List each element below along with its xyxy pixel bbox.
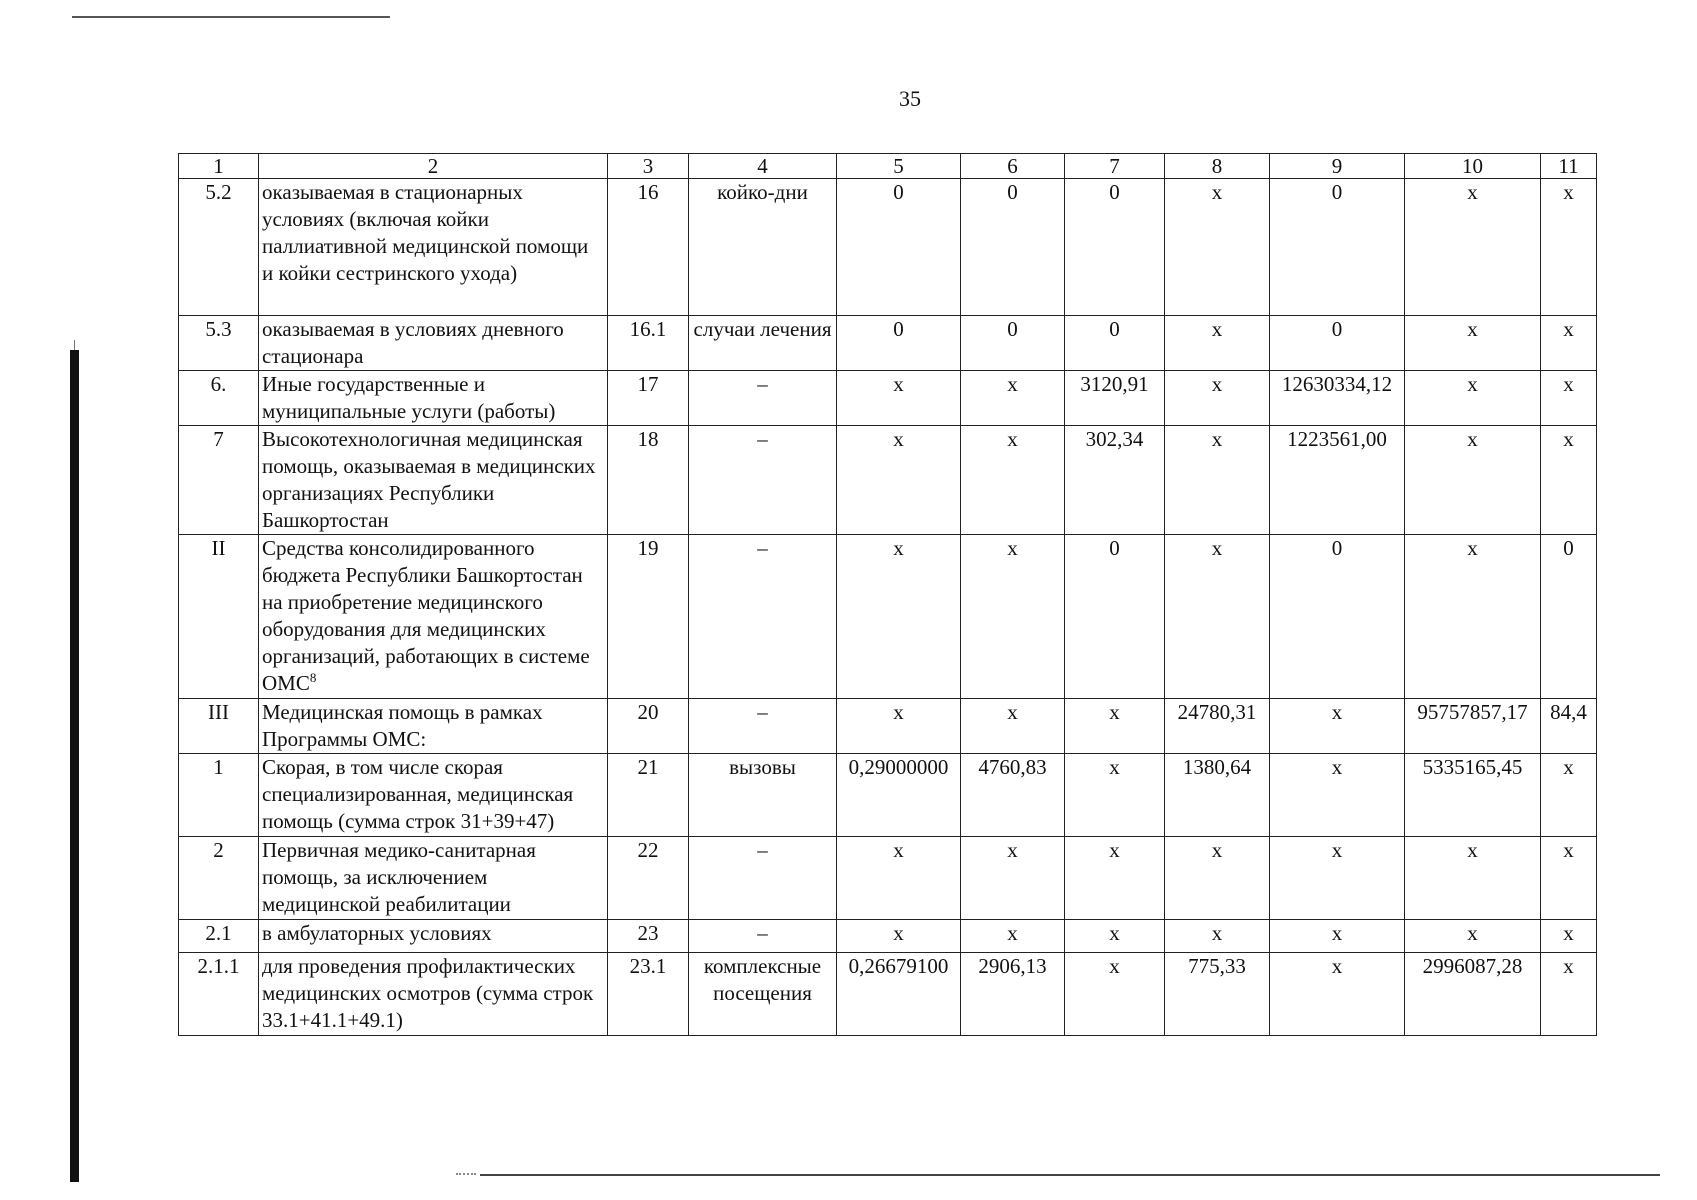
cell-col-11 [1541, 699, 1597, 754]
cell-col-11 [1541, 754, 1597, 837]
cell-text: x [1007, 921, 1018, 945]
cell-col-6 [961, 920, 1065, 953]
cell-text: x [1563, 954, 1574, 978]
table-row [179, 371, 1597, 426]
table-row [179, 699, 1597, 754]
cell-text: – [757, 536, 768, 560]
cell-col-3 [608, 371, 689, 426]
cell-text: III [208, 700, 229, 724]
cell-text: 6. [210, 372, 227, 396]
cell-col-8 [1165, 699, 1270, 754]
cell-col-10 [1405, 371, 1541, 426]
cell-col-3 [608, 535, 689, 699]
cell-text: x [1563, 755, 1574, 779]
cell-col-7 [1065, 754, 1165, 837]
cell-text: койко-дни [717, 180, 808, 204]
cell-col-8 [1165, 837, 1270, 920]
cell-col-7 [1065, 837, 1165, 920]
cell-text: x [1211, 427, 1223, 451]
cell-col-3 [608, 426, 689, 535]
cell-text: Средства консолидированного бюджета Республики Башкортостан на приобретение медицинского оборудования для медицинских организаций, работающих в системе ОМС [262, 536, 590, 695]
cell-col-2 [259, 371, 608, 426]
cell-col-2 [259, 699, 608, 754]
cell-text: x [893, 536, 904, 560]
cell-col-5 [837, 699, 961, 754]
cell-col-10 [1405, 179, 1541, 316]
cell-col-8 [1165, 371, 1270, 426]
cell-col-6 [961, 953, 1065, 1036]
cell-text: x [1563, 372, 1574, 396]
footnote-marker: 8 [309, 670, 317, 685]
cell-col-9 [1270, 920, 1405, 953]
cell-text: x [1331, 954, 1343, 978]
cell-text: – [757, 372, 768, 396]
cell-text: 0 [893, 180, 904, 204]
table-row [179, 316, 1597, 371]
cell-col-1 [179, 920, 259, 953]
cell-text: 1380,64 [1182, 755, 1252, 779]
cell-col-7 [1065, 316, 1165, 371]
cell-text: x [1109, 838, 1120, 862]
cell-col-8 [1165, 920, 1270, 953]
cell-col-3 [608, 179, 689, 316]
cell-col-5 [837, 837, 961, 920]
table-row [179, 920, 1597, 953]
cell-col-6 [961, 179, 1065, 316]
cell-col-11 [1541, 535, 1597, 699]
cell-col-1 [179, 754, 259, 837]
cell-text: 23.1 [629, 954, 667, 978]
cell-text: для проведения профилактических медицинских осмотров (сумма строк 33.1+41.1+49.1) [262, 954, 594, 1032]
cell-col-6 [961, 426, 1065, 535]
cell-col-7 [1065, 179, 1165, 316]
cell-col-4 [689, 179, 837, 316]
cell-text: 5335165,45 [1422, 755, 1523, 779]
cell-col-8 [1165, 535, 1270, 699]
cell-text: 2996087,28 [1422, 954, 1523, 978]
header-cell: 9 [1270, 154, 1405, 179]
cell-text: x [1211, 180, 1223, 204]
cell-text: x [893, 921, 904, 945]
cell-col-2 [259, 535, 608, 699]
cell-text: x [1331, 700, 1343, 724]
header-cell: 4 [689, 154, 837, 179]
cell-col-4 [689, 426, 837, 535]
cell-col-3 [608, 837, 689, 920]
cell-text: Высокотехнологичная медицинская помощь, оказываемая в медицинских организациях Республики Башкортостан [262, 427, 596, 532]
cell-text: 21 [637, 755, 659, 779]
cell-col-2 [259, 426, 608, 535]
cell-col-3 [608, 754, 689, 837]
cell-col-4 [689, 316, 837, 371]
cell-text: 2 [213, 838, 224, 862]
cell-col-5 [837, 535, 961, 699]
cell-text: 2906,13 [978, 954, 1047, 978]
header-cell: 8 [1165, 154, 1270, 179]
top-rule [72, 16, 390, 18]
cell-col-9 [1270, 179, 1405, 316]
cell-col-9 [1270, 535, 1405, 699]
cell-text: 12630334,12 [1281, 372, 1393, 396]
cell-text: x [1211, 372, 1223, 396]
cell-col-11 [1541, 371, 1597, 426]
cell-text: x [1467, 317, 1478, 341]
cell-text: 24780,31 [1177, 700, 1257, 724]
cell-col-3 [608, 953, 689, 1036]
cell-col-10 [1405, 426, 1541, 535]
cell-col-1 [179, 535, 259, 699]
cell-text: x [1563, 317, 1574, 341]
cell-col-7 [1065, 535, 1165, 699]
cell-col-11 [1541, 837, 1597, 920]
cell-col-2 [259, 754, 608, 837]
cell-text: x [1467, 180, 1478, 204]
cell-text: 0 [1007, 180, 1018, 204]
cell-text: 2.1 [205, 921, 232, 945]
cell-col-8 [1165, 754, 1270, 837]
cell-text: 16 [637, 180, 659, 204]
cell-col-6 [961, 535, 1065, 699]
cell-col-6 [961, 699, 1065, 754]
table-row [179, 426, 1597, 535]
cell-text: x [1007, 372, 1018, 396]
cell-col-7 [1065, 371, 1165, 426]
cell-text: 5.3 [205, 317, 232, 341]
cell-col-9 [1270, 426, 1405, 535]
cell-text: 95757857,17 [1417, 700, 1528, 724]
cell-text: x [1007, 838, 1018, 862]
header-cell: 1 [179, 154, 259, 179]
header-row [179, 154, 1597, 179]
cell-text: 18 [637, 427, 659, 451]
cell-col-10 [1405, 837, 1541, 920]
cell-text: x [1211, 536, 1223, 560]
cell-text: оказываемая в условиях дневного стационара [262, 317, 564, 368]
cell-text: 22 [637, 838, 659, 862]
cell-text: 0 [1331, 536, 1343, 560]
cell-text: x [1331, 838, 1343, 862]
cell-text: x [1467, 427, 1478, 451]
cell-col-4 [689, 920, 837, 953]
cell-text: x [1467, 838, 1478, 862]
cell-col-3 [608, 920, 689, 953]
cell-col-5 [837, 426, 961, 535]
cell-col-7 [1065, 953, 1165, 1036]
cell-col-2 [259, 316, 608, 371]
cell-col-11 [1541, 179, 1597, 316]
cell-text: x [1109, 700, 1120, 724]
cell-col-5 [837, 953, 961, 1036]
cell-text: 775,33 [1188, 954, 1246, 978]
cell-text: x [1109, 755, 1120, 779]
cell-col-10 [1405, 535, 1541, 699]
cell-text: 0 [1331, 180, 1343, 204]
cell-text: случаи лечения [693, 317, 832, 341]
cell-col-11 [1541, 953, 1597, 1036]
cell-col-5 [837, 920, 961, 953]
cell-text: оказываемая в стационарных условиях (включая койки паллиативной медицинской помощи и койки сестринского ухода) [262, 180, 589, 285]
cell-col-2 [259, 837, 608, 920]
cell-text: 7 [213, 427, 224, 451]
header-cell: 5 [837, 154, 961, 179]
cell-col-3 [608, 316, 689, 371]
cell-col-6 [961, 837, 1065, 920]
cell-text: x [1563, 427, 1574, 451]
cell-col-4 [689, 754, 837, 837]
table-row [179, 179, 1597, 316]
cell-text: x [893, 700, 904, 724]
cell-text: x [1211, 838, 1223, 862]
cell-text: 17 [637, 372, 659, 396]
cell-text: – [757, 700, 768, 724]
cell-col-4 [689, 953, 837, 1036]
cell-text: 1 [213, 755, 224, 779]
cell-text: x [1211, 921, 1223, 945]
cell-col-8 [1165, 426, 1270, 535]
cell-text: x [1563, 838, 1574, 862]
cell-col-9 [1270, 953, 1405, 1036]
cell-text: 84,4 [1550, 700, 1587, 724]
cell-col-2 [259, 953, 608, 1036]
cell-text: 0 [893, 317, 904, 341]
cell-text: Скорая, в том числе скорая специализированная, медицинская помощь (сумма строк 31+39+47) [262, 755, 574, 833]
cell-col-1 [179, 179, 259, 316]
cell-text: x [1331, 921, 1343, 945]
header-cell: 7 [1065, 154, 1165, 179]
cell-text: x [1007, 700, 1018, 724]
cell-col-4 [689, 535, 837, 699]
cell-text: 19 [637, 536, 659, 560]
header-cell: 3 [608, 154, 689, 179]
cell-col-10 [1405, 699, 1541, 754]
cell-text: Иные государственные и муниципальные услуги (работы) [262, 372, 556, 423]
cell-col-2 [259, 920, 608, 953]
cell-col-7 [1065, 426, 1165, 535]
cell-col-5 [837, 371, 961, 426]
cell-col-9 [1270, 837, 1405, 920]
cell-text: x [1331, 755, 1343, 779]
cell-col-10 [1405, 920, 1541, 953]
cell-text: x [1467, 921, 1478, 945]
cell-text: 0,26679100 [848, 954, 949, 978]
cell-col-11 [1541, 316, 1597, 371]
cell-col-9 [1270, 699, 1405, 754]
table-row [179, 754, 1597, 837]
cell-col-3 [608, 699, 689, 754]
cell-text: x [1467, 372, 1478, 396]
table-body [179, 154, 1597, 1036]
cell-text: x [1007, 427, 1018, 451]
cell-text: x [893, 427, 904, 451]
cell-col-4 [689, 837, 837, 920]
cell-text: x [1109, 954, 1120, 978]
cell-col-6 [961, 371, 1065, 426]
page-number: 35 [899, 86, 921, 111]
cell-text: 1223561,00 [1287, 427, 1387, 451]
cell-col-6 [961, 316, 1065, 371]
cell-col-1 [179, 837, 259, 920]
cell-col-7 [1065, 699, 1165, 754]
header-cell: 2 [259, 154, 608, 179]
cell-text: 0 [1007, 317, 1018, 341]
cell-col-1 [179, 426, 259, 535]
cell-col-9 [1270, 316, 1405, 371]
table-row [179, 535, 1597, 699]
cell-col-11 [1541, 426, 1597, 535]
cell-text: 16.1 [629, 317, 667, 341]
bottom-scan-dots [456, 1173, 476, 1177]
cell-col-9 [1270, 754, 1405, 837]
cell-col-1 [179, 371, 259, 426]
cell-col-8 [1165, 953, 1270, 1036]
cell-col-11 [1541, 920, 1597, 953]
cell-col-2 [259, 179, 608, 316]
cell-col-7 [1065, 920, 1165, 953]
cell-col-1 [179, 953, 259, 1036]
cell-col-10 [1405, 316, 1541, 371]
cell-text: 0 [1109, 180, 1120, 204]
cell-text: 0 [1331, 317, 1343, 341]
cell-col-1 [179, 316, 259, 371]
cell-text: 0 [1109, 536, 1120, 560]
cell-col-6 [961, 754, 1065, 837]
cell-text: Первичная медико-санитарная помощь, за исключением медицинской реабилитации [262, 838, 536, 916]
header-cell: 10 [1405, 154, 1541, 179]
cell-text: 23 [637, 921, 659, 945]
header-cell: 6 [961, 154, 1065, 179]
cell-text: 0,29000000 [848, 755, 949, 779]
cell-text: 2.1.1 [197, 954, 240, 978]
cell-col-5 [837, 316, 961, 371]
cell-text: 3120,91 [1080, 372, 1149, 396]
cell-col-8 [1165, 179, 1270, 316]
cell-text: 20 [637, 700, 659, 724]
cell-text: x [893, 838, 904, 862]
cell-text: 0 [1563, 536, 1574, 560]
cell-text: вызовы [729, 755, 796, 779]
bottom-rule [480, 1174, 1660, 1176]
cell-text: x [1109, 921, 1120, 945]
cell-col-10 [1405, 953, 1541, 1036]
header-cell: 11 [1541, 154, 1597, 179]
cell-col-10 [1405, 754, 1541, 837]
cell-text: в амбулаторных условиях [262, 921, 492, 945]
cell-col-4 [689, 371, 837, 426]
data-table [178, 153, 1597, 1036]
cell-text: комплексные посещения [703, 954, 822, 1005]
cell-text: – [757, 427, 768, 451]
cell-col-5 [837, 754, 961, 837]
left-scan-bar [70, 350, 79, 1182]
cell-text: 5.2 [205, 180, 232, 204]
cell-text: x [893, 372, 904, 396]
cell-text: 302,34 [1085, 427, 1144, 451]
cell-text: Медицинская помощь в рамках Программы ОМС: [262, 700, 543, 751]
cell-text: – [757, 838, 768, 862]
table-row [179, 837, 1597, 920]
cell-col-4 [689, 699, 837, 754]
cell-text: x [1563, 921, 1574, 945]
cell-col-8 [1165, 316, 1270, 371]
cell-col-5 [837, 179, 961, 316]
cell-text: x [1563, 180, 1574, 204]
cell-text: x [1467, 536, 1478, 560]
cell-text: 0 [1109, 317, 1120, 341]
table-row [179, 953, 1597, 1036]
cell-text: x [1007, 536, 1018, 560]
cell-col-1 [179, 699, 259, 754]
cell-text: – [757, 921, 768, 945]
cell-col-9 [1270, 371, 1405, 426]
cell-text: x [1211, 317, 1223, 341]
cell-text: II [211, 536, 226, 560]
cell-text: 4760,83 [978, 755, 1047, 779]
